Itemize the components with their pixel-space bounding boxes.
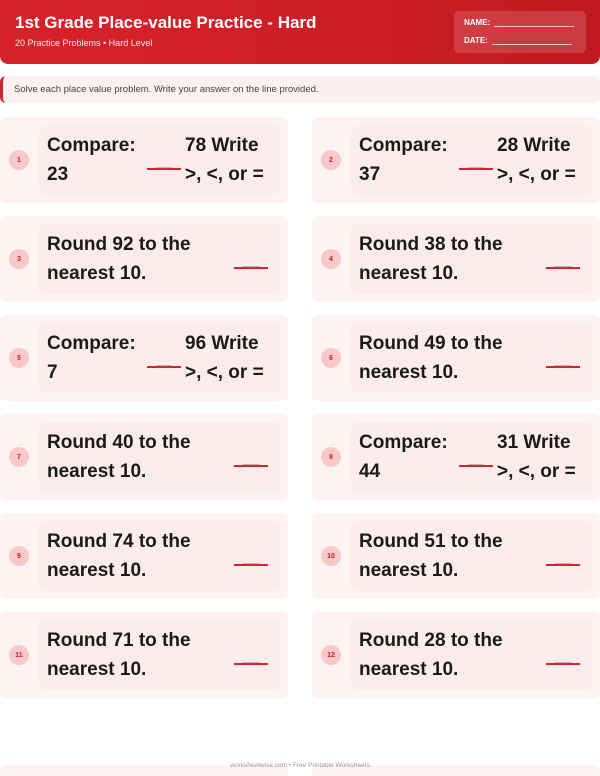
date-line [492, 37, 572, 45]
problem-tail: 31 Write >, <, or = [497, 432, 576, 482]
problem-card [0, 117, 288, 203]
answer-line[interactable]: ___ [234, 655, 268, 665]
problem-card [0, 612, 288, 698]
problem-body [351, 125, 592, 195]
problem-number: 8 [321, 447, 341, 467]
name-line [494, 19, 574, 27]
answer-line[interactable]: ___ [147, 160, 181, 170]
problem-text: Round 40 to the nearest 10. [47, 432, 191, 482]
answer-line[interactable]: ___ [234, 457, 268, 467]
problem-body [39, 422, 280, 492]
problem-text: Round 49 to the nearest 10. [359, 333, 503, 383]
instructions: Solve each place value problem. Write your answer on the line provided. [0, 76, 600, 103]
problem-grid [0, 117, 600, 698]
problem-card [312, 315, 600, 401]
problem-text: Round 38 to the nearest 10. [359, 234, 503, 284]
problem-body [39, 125, 280, 195]
problem-text: Compare: 7 [47, 333, 136, 383]
problem-tail: 78 Write >, <, or = [185, 135, 264, 185]
page-title: 1st Grade Place-value Practice - Hard [15, 13, 317, 32]
problem-text: Round 74 to the nearest 10. [47, 531, 191, 581]
answer-line[interactable]: ___ [546, 259, 580, 269]
problem-card [0, 414, 288, 500]
problem-card [312, 117, 600, 203]
answer-line[interactable]: ___ [234, 259, 268, 269]
answer-line[interactable]: ___ [546, 655, 580, 665]
problem-text: Compare: 23 [47, 135, 136, 185]
problem-body [351, 620, 592, 690]
problem-tail: 28 Write >, <, or = [497, 135, 576, 185]
problem-text: Compare: 44 [359, 432, 448, 482]
problem-number: 1 [9, 150, 29, 170]
problem-number: 11 [9, 645, 29, 665]
worksheet-header [0, 0, 600, 64]
problem-body [39, 323, 280, 393]
problem-text: Compare: 37 [359, 135, 448, 185]
problem-card [0, 216, 288, 302]
page-subtitle: 20 Practice Problems • Hard Level [15, 38, 153, 48]
footer: worksheetwise.com • Free Printable Worksheets [230, 762, 370, 769]
name-date-box [454, 11, 586, 53]
problem-body [39, 224, 280, 294]
problem-card [312, 414, 600, 500]
name-label: NAME: [464, 18, 491, 27]
date-label: DATE: [464, 36, 488, 45]
problem-card [312, 216, 600, 302]
problem-text: Round 92 to the nearest 10. [47, 234, 191, 284]
problem-text: Round 28 to the nearest 10. [359, 630, 503, 680]
problem-text: Round 71 to the nearest 10. [47, 630, 191, 680]
problem-body [351, 323, 592, 393]
problem-body [39, 521, 280, 591]
problem-number: 10 [321, 546, 341, 566]
problem-number: 4 [321, 249, 341, 269]
problem-number: 5 [9, 348, 29, 368]
problem-number: 12 [321, 645, 341, 665]
problem-number: 3 [9, 249, 29, 269]
problem-number: 7 [9, 447, 29, 467]
problem-number: 9 [9, 546, 29, 566]
problem-body [351, 422, 592, 492]
problem-card [312, 513, 600, 599]
answer-line[interactable]: ___ [459, 160, 493, 170]
problem-number: 6 [321, 348, 341, 368]
problem-text: Round 51 to the nearest 10. [359, 531, 503, 581]
problem-card [0, 513, 288, 599]
answer-line[interactable]: ___ [147, 358, 181, 368]
problem-card [312, 612, 600, 698]
answer-line[interactable]: ___ [546, 556, 580, 566]
answer-line[interactable]: ___ [459, 457, 493, 467]
problem-number: 2 [321, 150, 341, 170]
problem-body [351, 521, 592, 591]
problem-tail: 96 Write >, <, or = [185, 333, 264, 383]
answer-line[interactable]: ___ [546, 358, 580, 368]
problem-card [0, 315, 288, 401]
problem-body [39, 620, 280, 690]
answer-line[interactable]: ___ [234, 556, 268, 566]
problem-body [351, 224, 592, 294]
